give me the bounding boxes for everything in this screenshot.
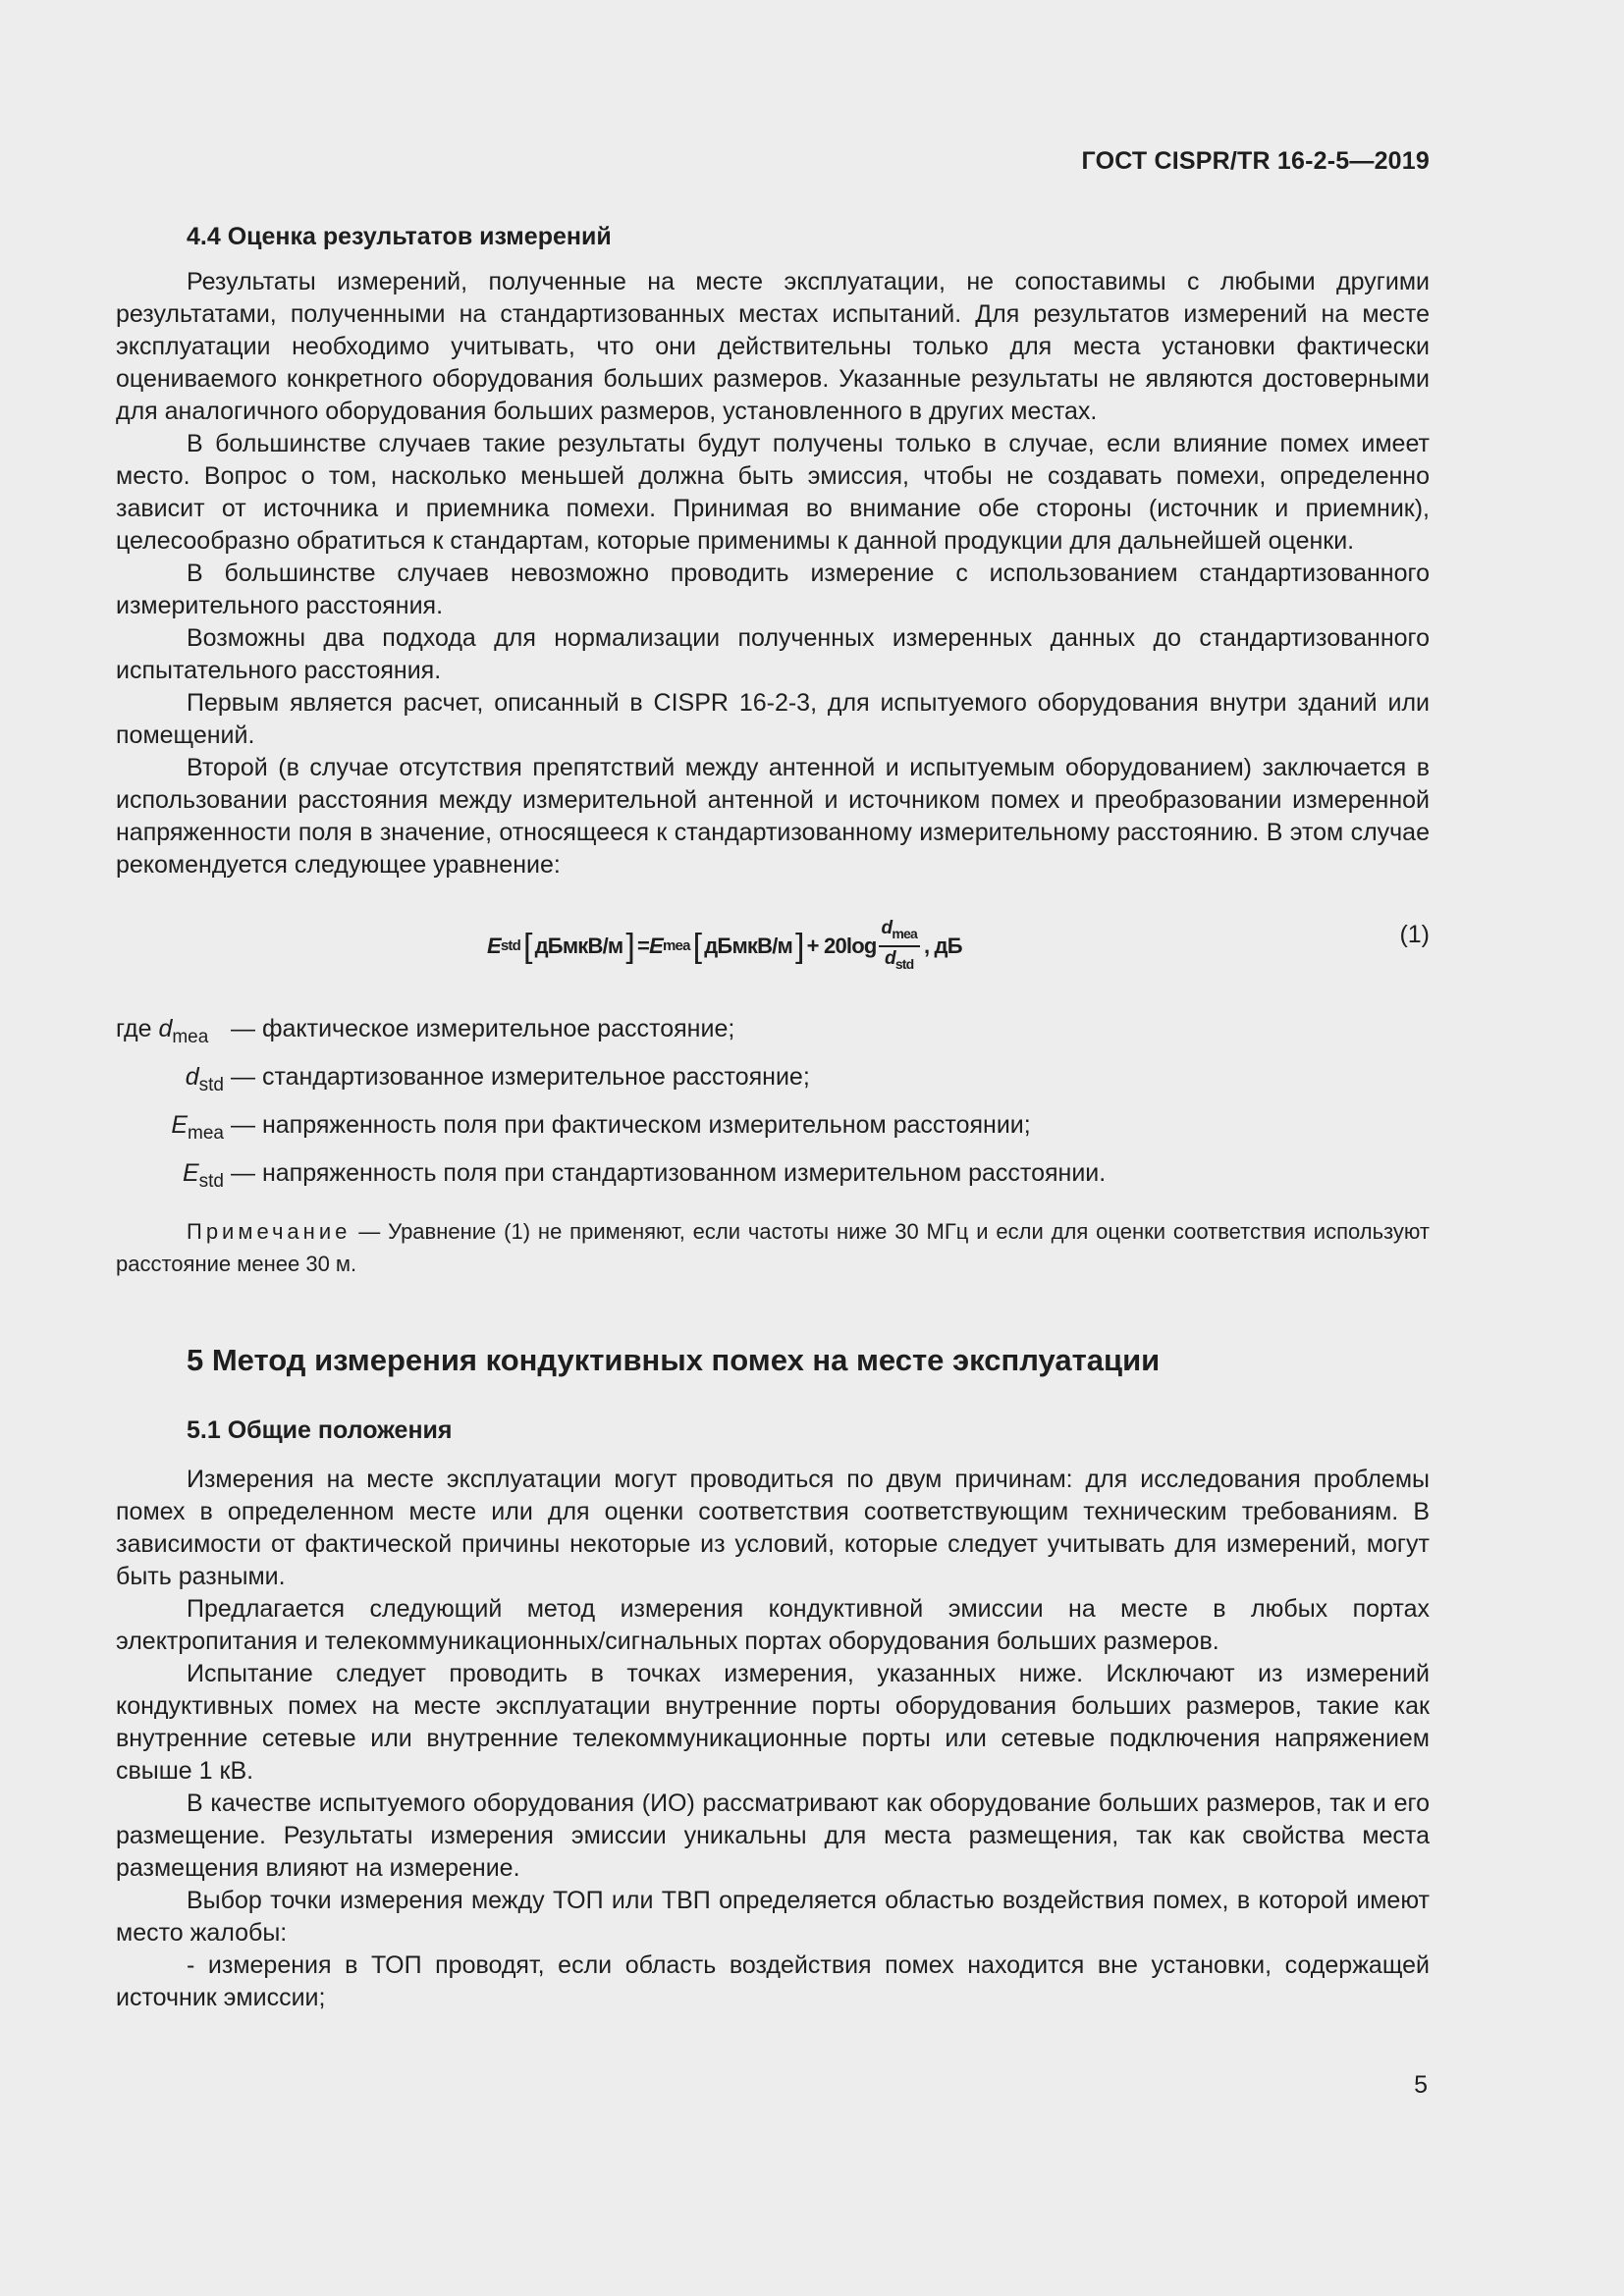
symbol-sub: mea [188, 1123, 224, 1144]
formula-d-symbol: d [885, 947, 895, 969]
formula-sub: mea [662, 937, 690, 955]
section-5-1-title: 5.1 Общие положения [187, 1416, 453, 1444]
paragraph: Результаты измерений, полученные на месте эксплуатации, не сопоставимы с любыми другими результатами, полученными на стандартизованных местах испытаний. Для результатов измерений на месте эксплуатации необходимо учитывать, что они действительны только для места установки фактически оцениваемого конкретного оборудования больших размеров. Указанные результаты не являются достоверными для аналогичного оборудования больших размеров, установленного в других местах. [116, 268, 1430, 425]
section-4-4-title: 4.4 Оценка результатов измерений [187, 223, 612, 250]
symbol-sub: std [198, 1171, 224, 1192]
definition-symbol [116, 1153, 224, 1201]
definitions-list [116, 1009, 1430, 1201]
formula-plus-log: + 20log [806, 934, 877, 959]
definition-symbol [116, 1009, 224, 1057]
formula-sub: std [894, 955, 914, 972]
formula-sub: std [500, 937, 520, 955]
definition-item [116, 1153, 1430, 1201]
formula-unit: дБмкВ/м [534, 934, 623, 959]
symbol-letter: E [171, 1111, 189, 1139]
formula-bracket: [ [522, 927, 532, 965]
note [116, 1215, 1430, 1280]
formula-d-symbol: d [881, 918, 893, 938]
paragraph: В качестве испытуемого оборудования (ИО) рассматривают как оборудование больших размеров, так и его размещение. Результаты измерения эмиссии уникальны для места размещения, так как свойства места размещения влияют на измерение. [116, 1789, 1430, 1882]
definition-text: — фактическое измерительное расстояние; [231, 1015, 735, 1042]
symbol-letter: d [158, 1015, 173, 1042]
fraction-denominator [885, 947, 913, 976]
formula-bracket: ] [795, 927, 804, 965]
symbol-sub: std [198, 1075, 224, 1095]
paragraph: Возможны два подхода для нормализации полученных измеренных данных до стандартизованного испытательного расстояния. [116, 624, 1430, 684]
note-label: Примечание [187, 1219, 352, 1244]
formula-unit: дБмкВ/м [704, 934, 793, 959]
symbol-letter: d [185, 1063, 199, 1091]
definition-text: — стандартизованное измерительное расстояние; [231, 1063, 810, 1091]
formula-e-symbol: E [649, 934, 663, 959]
page-content [116, 221, 1430, 2014]
formula-equals: = [637, 934, 650, 959]
formula-e-symbol: E [487, 934, 501, 959]
note-text: — Уравнение (1) не применяют, если частоты ниже 30 МГц и если для оценки соответствия используют расстояние менее 30 м. [116, 1219, 1430, 1276]
definition-text: — напряженность поля при фактическом измерительном расстоянии; [231, 1111, 1031, 1139]
paragraph: Измерения на месте эксплуатации могут проводиться по двум причинам: для исследования проблемы помех в определенном месте или для оценки соответствия соответствующим техническим требованиям. В зависимости от фактической причины некоторые из условий, которые следует учитывать для измерений, могут быть разными. [116, 1466, 1430, 1590]
formula-sub: mea [892, 925, 917, 941]
paragraph: В большинстве случаев невозможно проводить измерение с использованием стандартизованного измерительного расстояния. [116, 560, 1430, 619]
document-header: ГОСТ CISPR/TR 16-2-5—2019 [1081, 147, 1430, 175]
formula-bracket: ] [625, 927, 635, 965]
section-5-title: 5 Метод измерения кондуктивных помех на месте эксплуатации [187, 1343, 1161, 1377]
definition-text: — напряженность поля при стандартизованном измерительном расстоянии. [231, 1159, 1107, 1187]
list-item: - измерения в ТОП проводят, если область воздействия помех находится вне установки, содержащей источник эмиссии; [116, 1951, 1430, 2011]
paragraph: Испытание следует проводить в точках измерения, указанных ниже. Исключают из измерений кондуктивных помех на месте эксплуатации внутренние порты оборудования больших размеров, такие как внутренние сетевые или внутренние телекоммуникационные порты или сетевые подключения напряжением свыше 1 кВ. [116, 1660, 1430, 1785]
definition-item [116, 1105, 1430, 1153]
symbol-sub: mea [172, 1027, 209, 1047]
formula-bracket: [ [692, 927, 702, 965]
where-word: где [116, 1015, 152, 1042]
definition-symbol [116, 1105, 224, 1153]
equation-number: (1) [1399, 921, 1430, 948]
paragraph: Предлагается следующий метод измерения кондуктивной эмиссии на месте в любых портах электропитания и телекоммуникационных/сигнальных портах оборудования больших размеров. [116, 1595, 1430, 1655]
paragraph: Первым является расчет, описанный в CISPR 16-2-3, для испытуемого оборудования внутри зданий или помещений. [116, 689, 1430, 749]
definition-item [116, 1057, 1430, 1105]
paragraph: В большинстве случаев такие результаты будут получены только в случае, если влияние помех имеет место. Вопрос о том, насколько меньшей должна быть эмиссия, чтобы не создавать помехи, определенно зависит от источника и приемника помехи. Принимая во внимание обе стороны (источник и приемник), целесообразно обратиться к стандартам, которые применимы к данной продукции для дальнейшей оценки. [116, 430, 1430, 555]
equation-block [116, 911, 1430, 989]
page-number: 5 [1414, 2071, 1428, 2099]
formula-tail: , дБ [923, 934, 962, 959]
definition-symbol [116, 1057, 224, 1105]
paragraph: Выбор точки измерения между ТОП или ТВП определяется областью воздействия помех, в которой имеют место жалобы: [116, 1887, 1430, 1947]
formula-fraction [879, 917, 920, 976]
fraction-numerator [879, 917, 920, 947]
definition-item [116, 1009, 1430, 1057]
paragraph: Второй (в случае отсутствия препятствий между антенной и испытуемым оборудованием) заключается в использовании расстояния между измерительной антенной и источником помех и преобразовании измеренной напряженности поля в значение, относящееся к стандартизованному измерительному расстоянию. В этом случае рекомендуется следующее уравнение: [116, 754, 1430, 879]
symbol-letter: E [182, 1159, 199, 1187]
equation [487, 917, 962, 976]
